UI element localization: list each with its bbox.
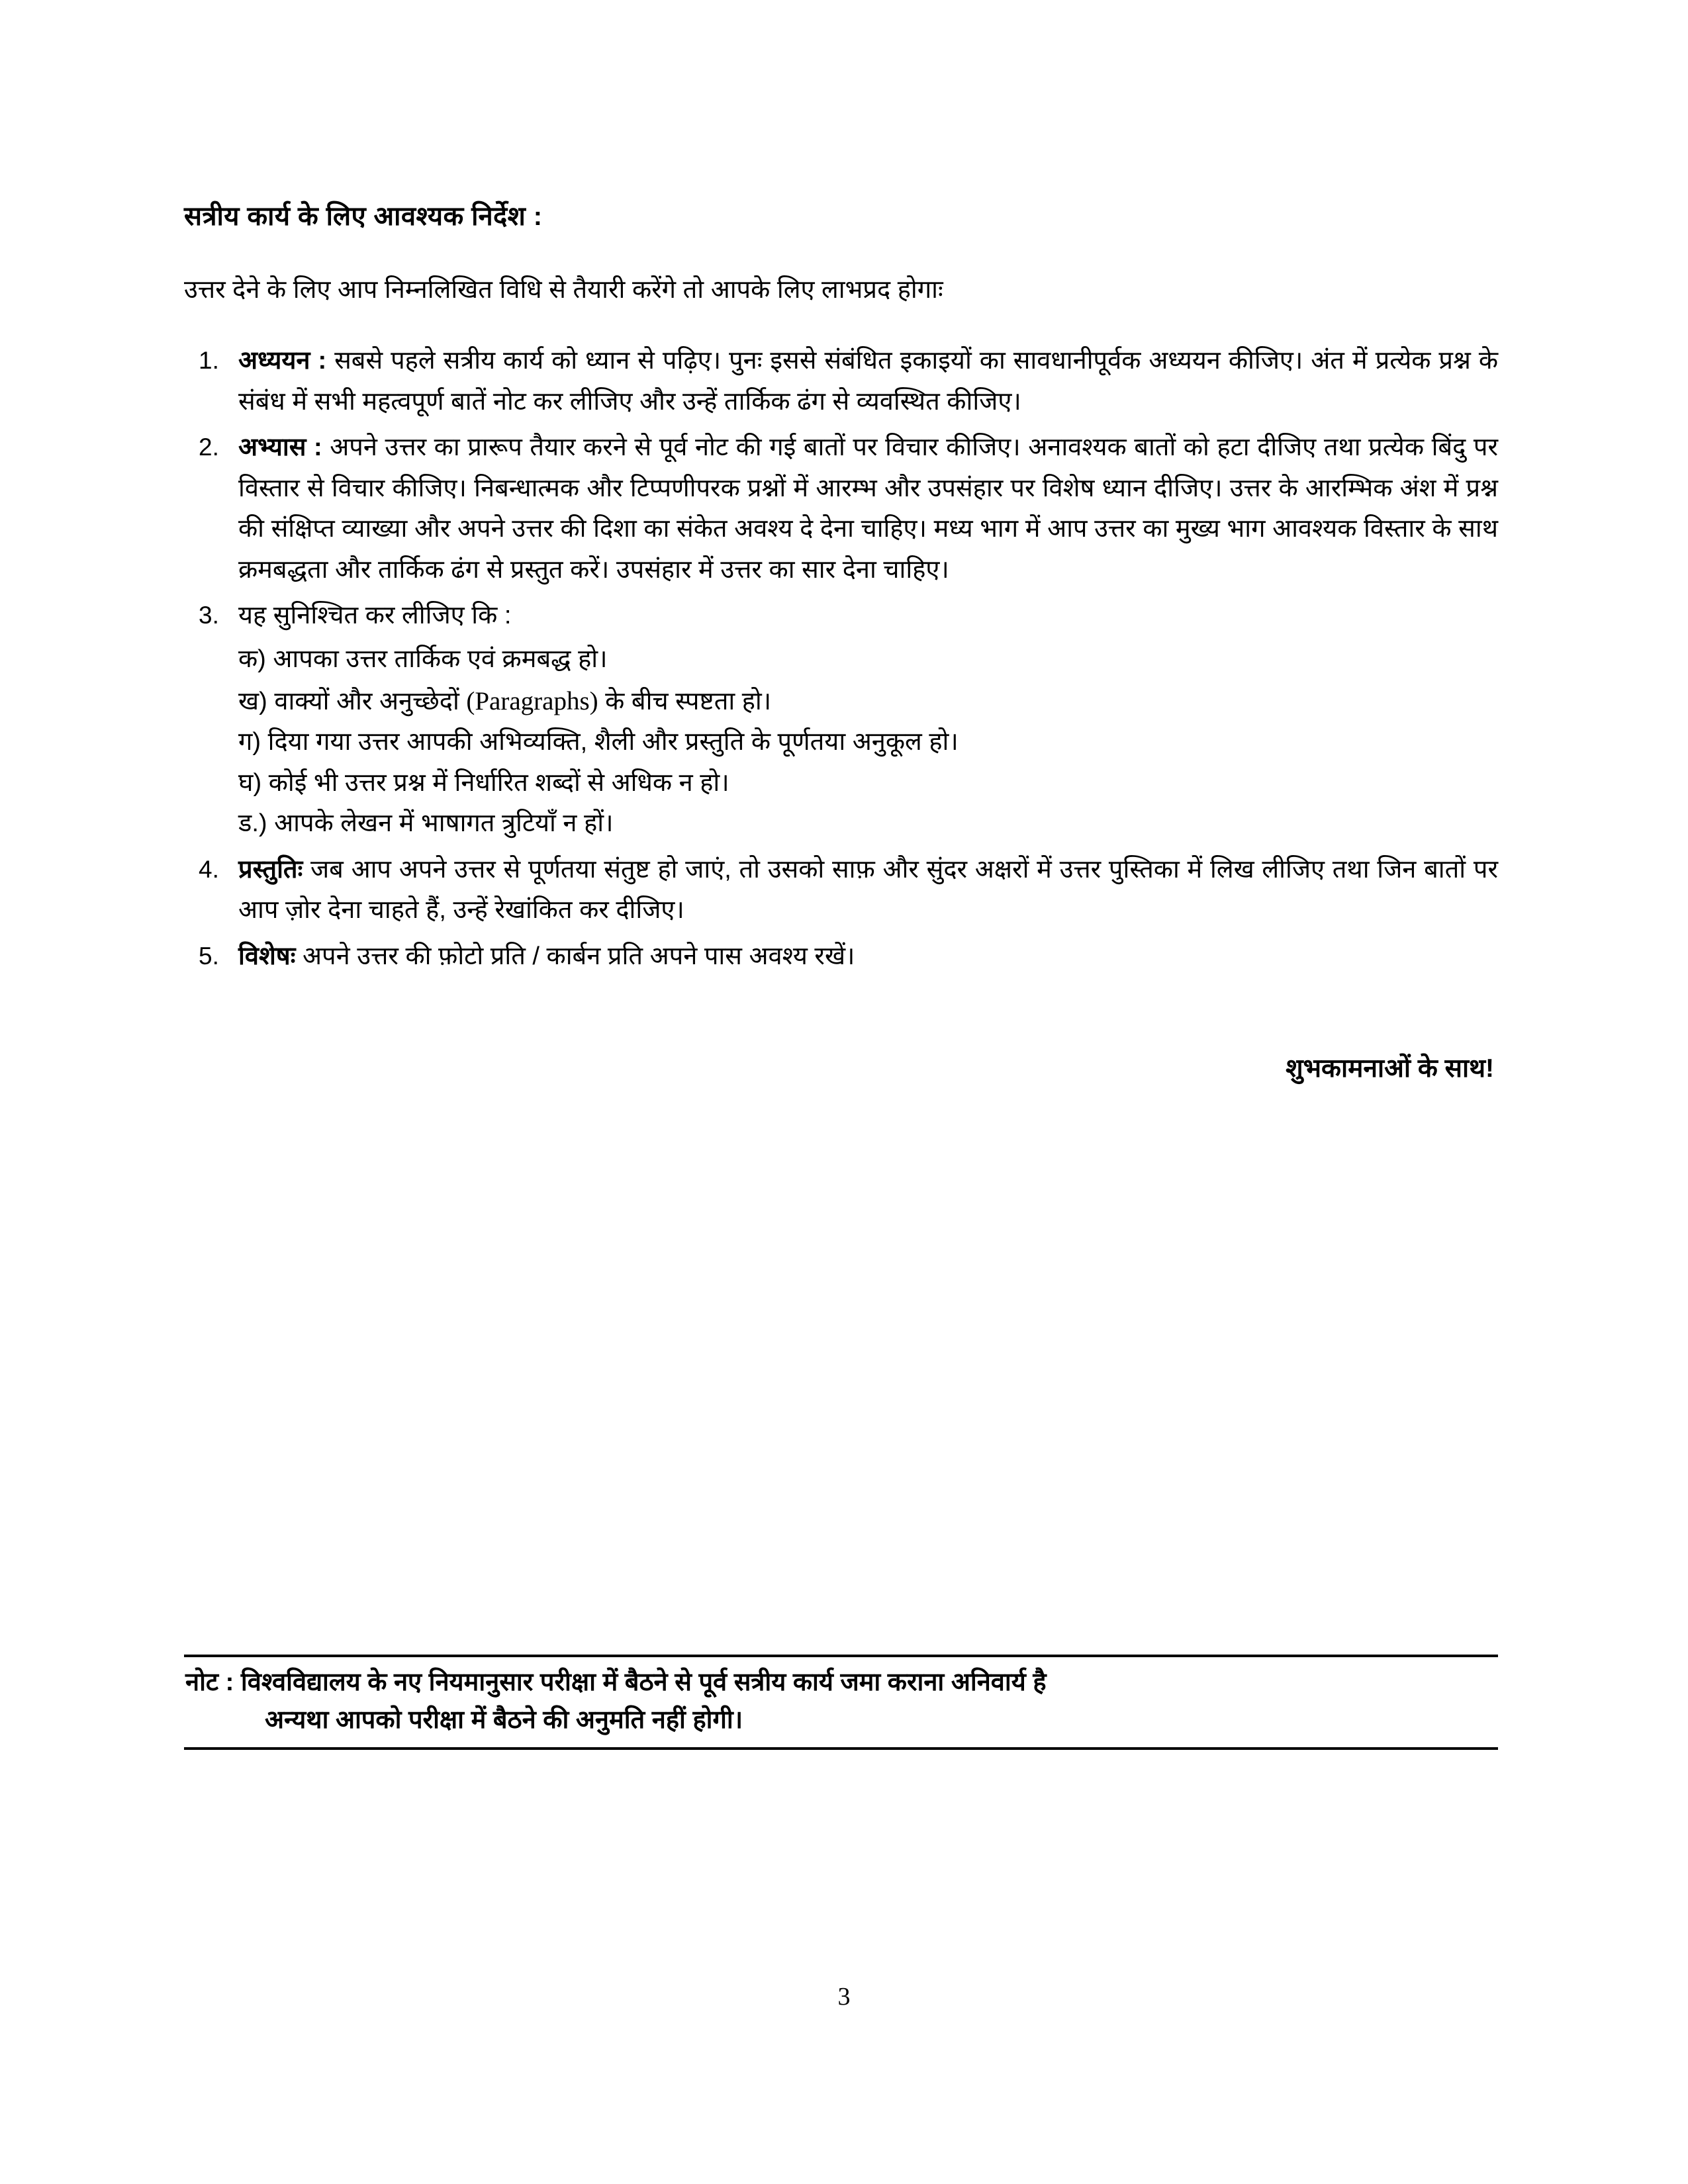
item-lead-label: विशेषः (238, 942, 296, 970)
sub-item-text: आपके लेखन में भाषागत त्रुटियाँ न हों। (274, 809, 614, 838)
list-item (184, 596, 1498, 844)
item-body-text: यह सुनिश्चित कर लीजिए कि : (238, 602, 512, 630)
sub-items-list (238, 639, 1498, 844)
list-marker: 4. (199, 855, 219, 883)
list-item (184, 936, 1498, 978)
sub-item-text: दिया गया उत्तर आपकी अभिव्यक्ति, शैली और प्रस्तुति के पूर्णतया अनुकूल हो। (267, 728, 959, 756)
sub-item-serif-term: (Paragraphs) (466, 686, 598, 715)
item-lead-label: अभ्यास : (238, 433, 322, 462)
note-box (184, 1655, 1498, 1750)
sub-item-label: ख) (238, 687, 267, 715)
item-lead-label: प्रस्तुतिः (238, 855, 303, 884)
sub-item-label: ड.) (238, 809, 267, 838)
list-item (184, 428, 1498, 590)
sub-item-label: क) (238, 645, 266, 674)
sub-item-text-after: के बीच स्पष्टता हो। (605, 687, 772, 715)
item-body-text: अपने उत्तर का प्रारूप तैयार करने से पूर्व नोट की गई बातों पर विचार कीजिए। अनावश्यक बातों को हटा दीजिए तथा प्रत्येक बिंदु पर विस्तार से विचार कीजिए। निबन्धात्मक और टिप्पणीपरक प्रश्नों में आरम्भ और उपसंहार पर विशेष ध्यान दीजिए। उत्तर के आरम्भिक अंश में प्रश्न की संक्षिप्त व्याख्या और अपने उत्तर की दिशा का संकेत अवश्य दे देना चाहिए। मध्य भाग में आप उत्तर का मुख्य भाग आवश्यक विस्तार के साथ क्रमबद्धता और तार्किक ढंग से प्रस्तुत करें। उपसंहार में उत्तर का सार देना चाहिए। (238, 433, 1499, 584)
sub-list-item (238, 722, 1498, 763)
page-content (184, 199, 1498, 1085)
list-marker: 3. (199, 602, 219, 629)
list-item (184, 341, 1498, 422)
sub-item-text: कोई भी उत्तर प्रश्न में निर्धारित शब्दों से अधिक न हो। (268, 768, 729, 797)
page-title: सत्रीय कार्य के लिए आवश्यक निर्देश : (184, 202, 543, 231)
page-number: 3 (837, 1983, 851, 2011)
item-body-text: सबसे पहले सत्रीय कार्य को ध्यान से पढ़िए। पुनः इससे संबंधित इकाइयों का सावधानीपूर्वक अध्ययन कीजिए। अंत में प्रत्येक प्रश्न के संबंध में सभी महत्वपूर्ण बातें नोट कर लीजिए और उन्हें तार्किक ढंग से व्यवस्थित कीजिए। (238, 347, 1499, 416)
list-item (184, 850, 1498, 931)
sub-item-label: ग) (238, 728, 261, 756)
sub-list-item (238, 763, 1498, 804)
sub-list-item (238, 803, 1498, 844)
note-line-2: अन्यथा आपको परीक्षा में बैठने की अनुमति नहीं होगी। (265, 1706, 743, 1734)
item-body-text: अपने उत्तर की फ़ोटो प्रति / कार्बन प्रति अपने पास अवश्य रखें। (303, 942, 855, 970)
item-lead-label: अध्ययन : (238, 347, 327, 375)
intro-paragraph: उत्तर देने के लिए आप निम्नलिखित विधि से तैयारी करेंगे तो आपके लिए लाभप्रद होगाः (184, 276, 943, 304)
note-line-1: नोट : विश्वविद्यालय के नए नियमानुसार परीक्षा में बैठने से पूर्व सत्रीय कार्य जमा कराना अनिवार्य है (185, 1668, 1047, 1696)
sub-list-item (238, 639, 1498, 680)
closing-greeting: शुभकामनाओं के साथ! (1286, 1054, 1494, 1083)
list-marker: 1. (199, 347, 219, 375)
sub-item-text: आपका उत्तर तार्किक एवं क्रमबद्ध हो। (273, 645, 608, 674)
instructions-list (184, 341, 1498, 977)
sub-item-text-before: वाक्यों और अनुच्छेदों (274, 687, 459, 715)
sub-list-item (238, 680, 1498, 723)
list-marker: 5. (199, 942, 219, 970)
list-marker: 2. (199, 433, 219, 461)
sub-item-label: घ) (238, 768, 262, 797)
item-body-text: जब आप अपने उत्तर से पूर्णतया संतुष्ट हो जाएं, तो उसको साफ़ और सुंदर अक्षरों में उत्तर पुस्तिका में लिख लीजिए तथा जिन बातों पर आप ज़ोर देना चाहते हैं, उन्हें रेखांकित कर दीजिए। (238, 855, 1498, 925)
